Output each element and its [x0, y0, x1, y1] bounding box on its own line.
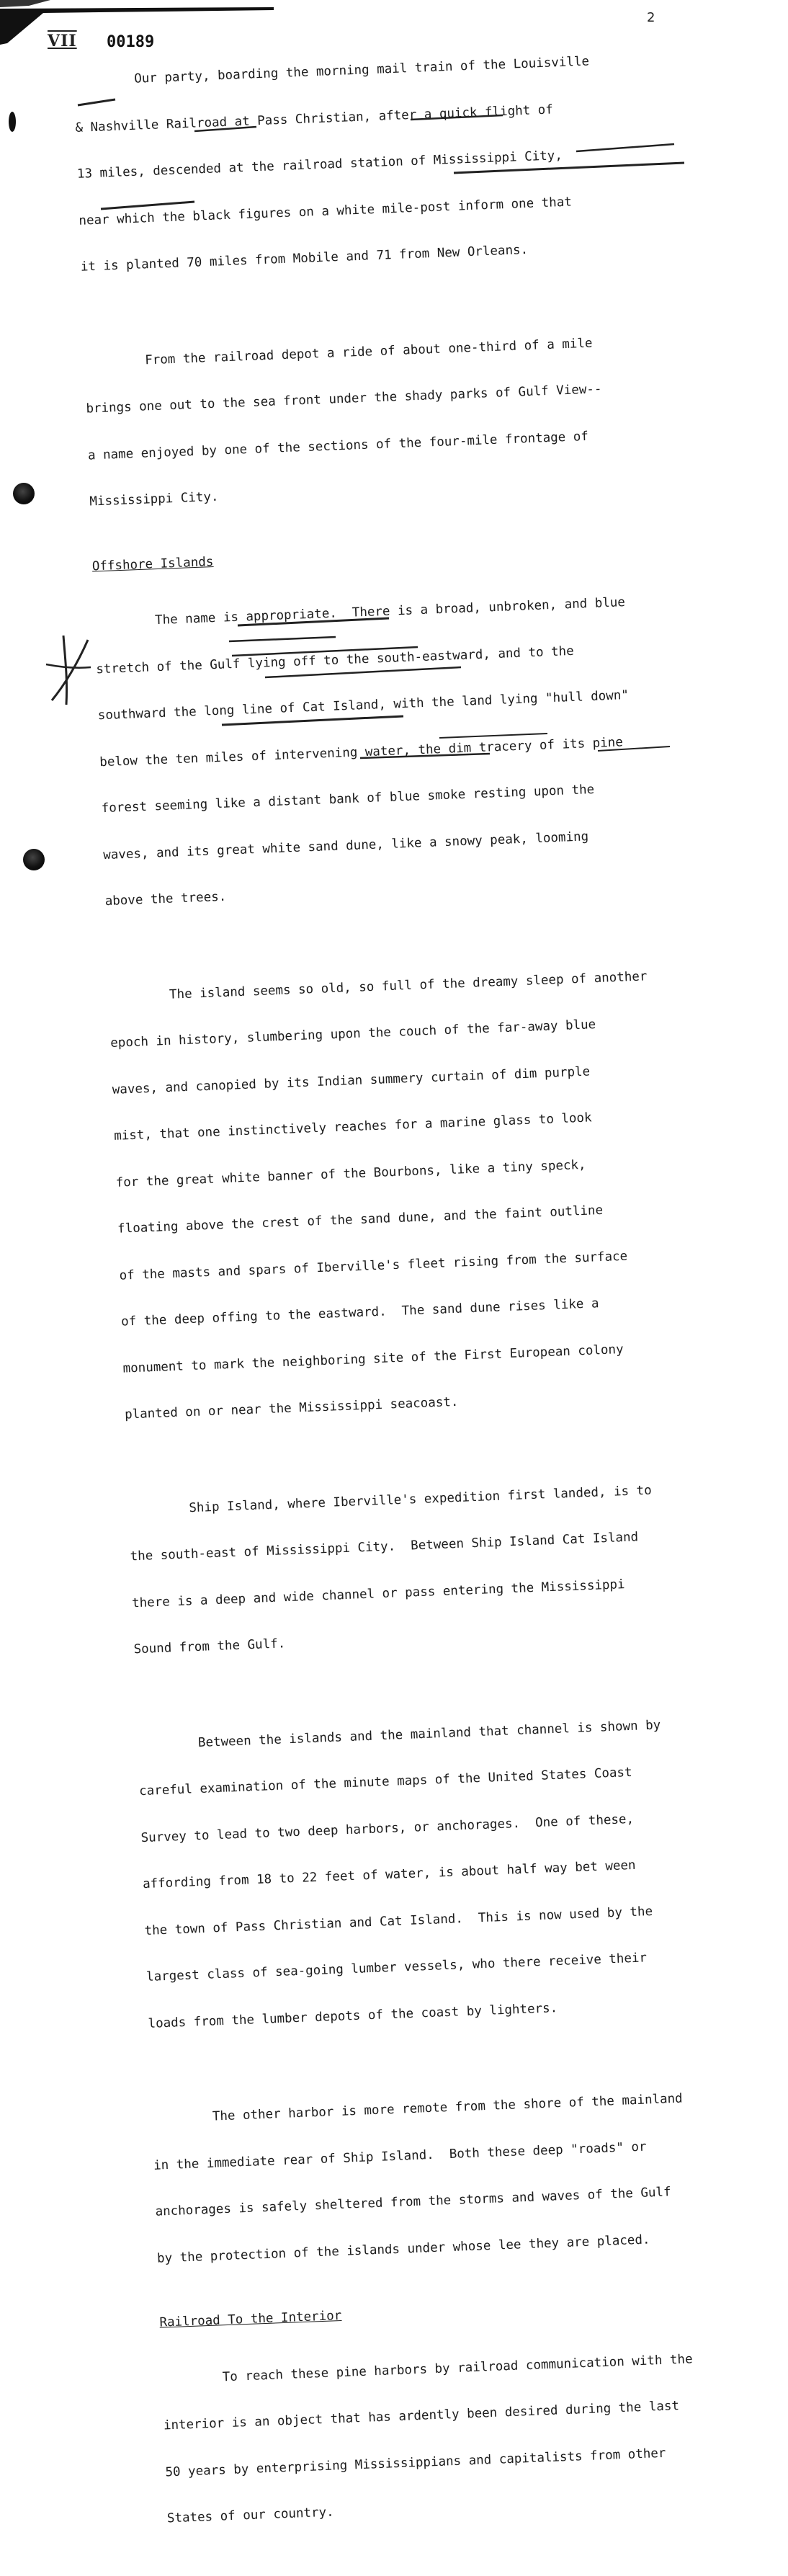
paragraph-offshore-3	[127, 1448, 754, 1689]
section-heading-railroad: Railroad To the Interior	[159, 2308, 342, 2330]
text-line: interior is an object that has ardently been desired during the last	[163, 2399, 680, 2433]
text-line: From the railroad depot a ride of about one-third of a mile	[84, 336, 593, 370]
text-line: loads from the lumber depots of the coast by lighters.	[148, 2000, 558, 2031]
text-line: a name enjoyed by one of the sections of the four-mile frontage of	[87, 429, 589, 463]
text-line: near which the black figures on a white mile-post inform one that	[79, 195, 573, 228]
paragraph-intro-2	[83, 300, 710, 541]
text-line: Between the islands and the mainland that channel is shown by	[137, 1717, 661, 1752]
handwritten-asterisk-mark	[43, 634, 94, 706]
text-line: of the deep offing to the eastward. The sand dune rises like a	[120, 1296, 599, 1329]
text-line: Mississippi City.	[89, 489, 219, 509]
text-line: waves, and canopied by its Indian summery curtain of dim purple	[112, 1064, 591, 1097]
text-line: & Nashville Railroad at Pass Christian, after a quick flight of	[75, 102, 554, 135]
text-line: there is a deep and wide channel or pass entering the Mississippi	[131, 1577, 625, 1610]
paragraph-offshore-2	[107, 935, 746, 1455]
document-body	[72, 19, 788, 2576]
text-line: of the masts and spars of Iberville's fleet rising from the surface	[119, 1249, 628, 1283]
margin-bracket-mark	[9, 112, 16, 132]
text-line: it is planted 70 miles from Mobile and 71 from New Orleans.	[80, 242, 529, 275]
paragraph-intro-1	[72, 19, 701, 306]
text-line: Survey to lead to two deep harbors, or anchorages. One of these,	[140, 1811, 635, 1845]
text-line: To reach these pine harbors by railroad communication with the	[161, 2351, 693, 2387]
paragraph-offshore-1	[93, 561, 725, 940]
text-line: States of our country.	[166, 2505, 334, 2526]
text-line: the town of Pass Christian and Cat Island. This is now used by the	[144, 1904, 653, 1938]
text-line: 50 years by enterprising Mississippians and capitalists from other	[165, 2446, 666, 2480]
text-line: the south-east of Mississippi City. Between Ship Island Cat Island	[130, 1530, 639, 1564]
text-line: The island seems so old, so full of the dreamy sleep of another	[108, 968, 648, 1004]
text-line: below the ten miles of intervening water, the dim tracery of its pine	[99, 734, 624, 770]
text-line: Ship Island, where Iberville's expedition first landed, is to	[127, 1483, 653, 1517]
text-line: planted on or near the Mississippi seacoast.	[124, 1394, 459, 1422]
text-line: brings one out to the sea front under the shady parks of Gulf View--	[86, 382, 602, 416]
text-line: epoch in history, slumbering upon the couch of the far-away blue	[109, 1017, 596, 1051]
text-line: The other harbor is more remote from the shore of the mainland	[151, 2091, 684, 2126]
page-number: 2	[647, 10, 655, 25]
text-line: mist, that one instinctively reaches for a marine glass to look	[113, 1110, 592, 1144]
punch-hole-top	[13, 483, 35, 504]
text-line: floating above the crest of the sand dune, and the faint outline	[117, 1203, 604, 1236]
text-line: 13 miles, descended at the railroad station of Mississippi City,	[76, 148, 563, 182]
text-line: anchorages is safely sheltered from the storms and waves of the Gulf	[155, 2185, 671, 2219]
punch-hole-bottom	[23, 849, 45, 870]
text-line: by the protection of the islands under whose lee they are placed.	[156, 2232, 650, 2266]
text-line: forest seeming like a distant bank of blue smoke resting upon the	[101, 782, 595, 816]
text-line: careful examination of the minute maps of the United States Coast	[138, 1765, 632, 1799]
paragraph-offshore-5	[151, 2057, 778, 2298]
section-heading-offshore-islands: Offshore Islands	[91, 554, 214, 574]
paragraph-offshore-4	[136, 1683, 769, 2063]
text-line: in the immediate rear of Ship Island. Both these deep "roads" or	[153, 2139, 647, 2173]
handwritten-margin-mark: VII	[48, 32, 77, 50]
text-line: largest class of sea-going lumber vessels, who there receive their	[145, 1951, 648, 1985]
text-line: monument to mark the neighboring site of the First European colony	[122, 1342, 624, 1376]
paragraph-railroad-1	[161, 2317, 788, 2558]
text-line: affording from 18 to 22 feet of water, is about half way bet ween	[142, 1858, 636, 1892]
text-line: Our party, boarding the morning mail train of the Louisville	[73, 54, 590, 89]
text-line: stretch of the Gulf lying off to the south-eastward, and to the	[95, 643, 575, 677]
text-line: Sound from the Gulf.	[133, 1636, 286, 1657]
text-line: above the trees.	[104, 889, 227, 909]
text-line: for the great white banner of the Bourbons, like a tiny speck,	[115, 1157, 586, 1190]
document-id: 00189	[107, 33, 155, 51]
text-line: southward the long line of Cat Island, with the land lying "hull down"	[97, 688, 630, 723]
text-line: waves, and its great white sand dune, like a snowy peak, looming	[102, 829, 589, 863]
text-line: The name is appropriate. There is a broad, unbroken, and blue	[94, 595, 626, 630]
